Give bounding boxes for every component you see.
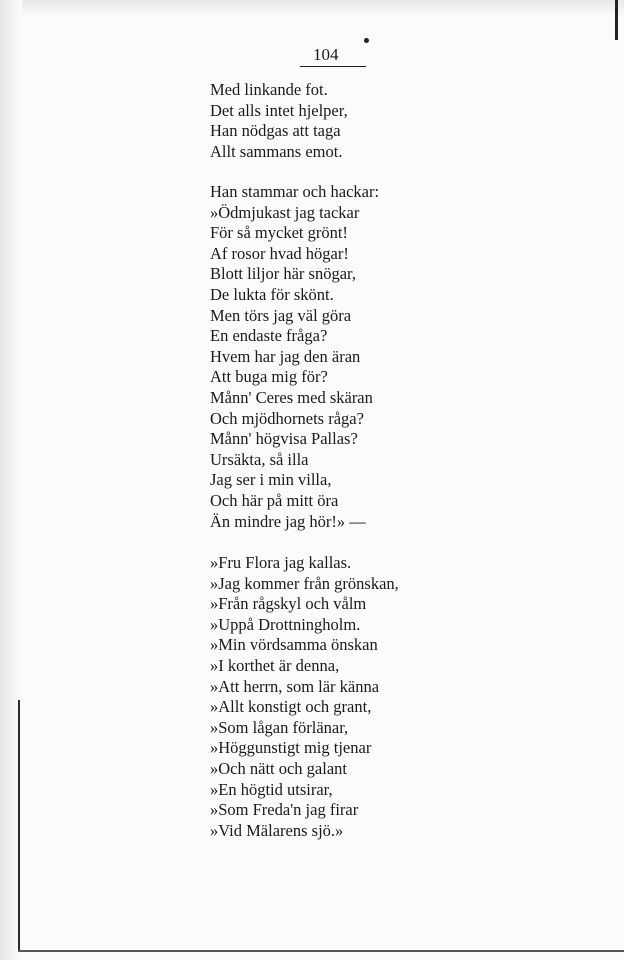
poem-line: »Jag kommer från grönskan, xyxy=(210,573,399,593)
poem-line: Han stammar och hackar: xyxy=(210,182,380,201)
poem-line: Han nödgas att taga xyxy=(210,121,341,141)
poem-line: »Fru Flora jag kallas. xyxy=(210,553,352,572)
ink-mark xyxy=(364,38,369,43)
poem-line: »Allt konstigt och grant, xyxy=(210,697,372,717)
poem-stanza-2 xyxy=(210,182,379,532)
binding-edge-line xyxy=(18,700,20,950)
poem-line: »Som Freda'n jag firar xyxy=(210,800,359,820)
poem-stanza-3 xyxy=(210,553,399,841)
poem-line: »Vid Mälarens sjö.» xyxy=(210,820,344,840)
page-right-edge xyxy=(615,0,618,40)
page-top-edge xyxy=(0,0,624,16)
poem-line: Och mjödhornets råga? xyxy=(210,408,364,428)
poem-line: »Som lågan förlänar, xyxy=(210,717,349,737)
poem-line: Att buga mig för? xyxy=(210,367,328,387)
poem-line: »Och nätt och galant xyxy=(210,758,347,778)
poem-line: »Att herrn, som lär känna xyxy=(210,676,380,696)
poem-line: För så mycket grönt! xyxy=(210,223,348,243)
poem-line: Jag ser i min villa, xyxy=(210,470,332,490)
page-number: 104 xyxy=(313,45,339,64)
poem-line: Och här på mitt öra xyxy=(210,490,339,510)
poem-line: De lukta för skönt. xyxy=(210,284,334,304)
poem-line: »Höggunstigt mig tjenar xyxy=(210,738,372,758)
poem-line: En endaste fråga? xyxy=(210,326,328,346)
poem-line: »En högtid utsirar, xyxy=(210,779,333,799)
poem-line: Ursäkta, så illa xyxy=(210,449,309,469)
poem-line: Än mindre jag hör!» — xyxy=(210,511,366,531)
poem-line: »Från rågskyl och vålm xyxy=(210,594,367,614)
page-bottom-edge xyxy=(18,950,624,952)
poem-line: Hvem har jag den äran xyxy=(210,346,361,366)
poem-line: Det alls intet hjelper, xyxy=(210,100,348,120)
poem-line: »I korthet är denna, xyxy=(210,655,340,675)
poem-line: »Ödmjukast jag tackar xyxy=(210,202,360,222)
poem-line: Månn' Ceres med skäran xyxy=(210,387,373,407)
poem-line: »Min vördsamma önskan xyxy=(210,635,378,655)
poem-line: Allt sammans emot. xyxy=(210,141,343,161)
poem-line: Men törs jag väl göra xyxy=(210,305,352,325)
poem-line: Med linkande fot. xyxy=(210,80,328,99)
poem-line: Blott liljor här snögar, xyxy=(210,264,356,284)
poem-stanza-1 xyxy=(210,80,348,162)
poem-line: »Uppå Drottningholm. xyxy=(210,614,361,634)
page-number-rule xyxy=(300,66,366,67)
poem-line: Månn' högvisa Pallas? xyxy=(210,429,358,449)
poem-line: Af rosor hvad högar! xyxy=(210,243,349,263)
